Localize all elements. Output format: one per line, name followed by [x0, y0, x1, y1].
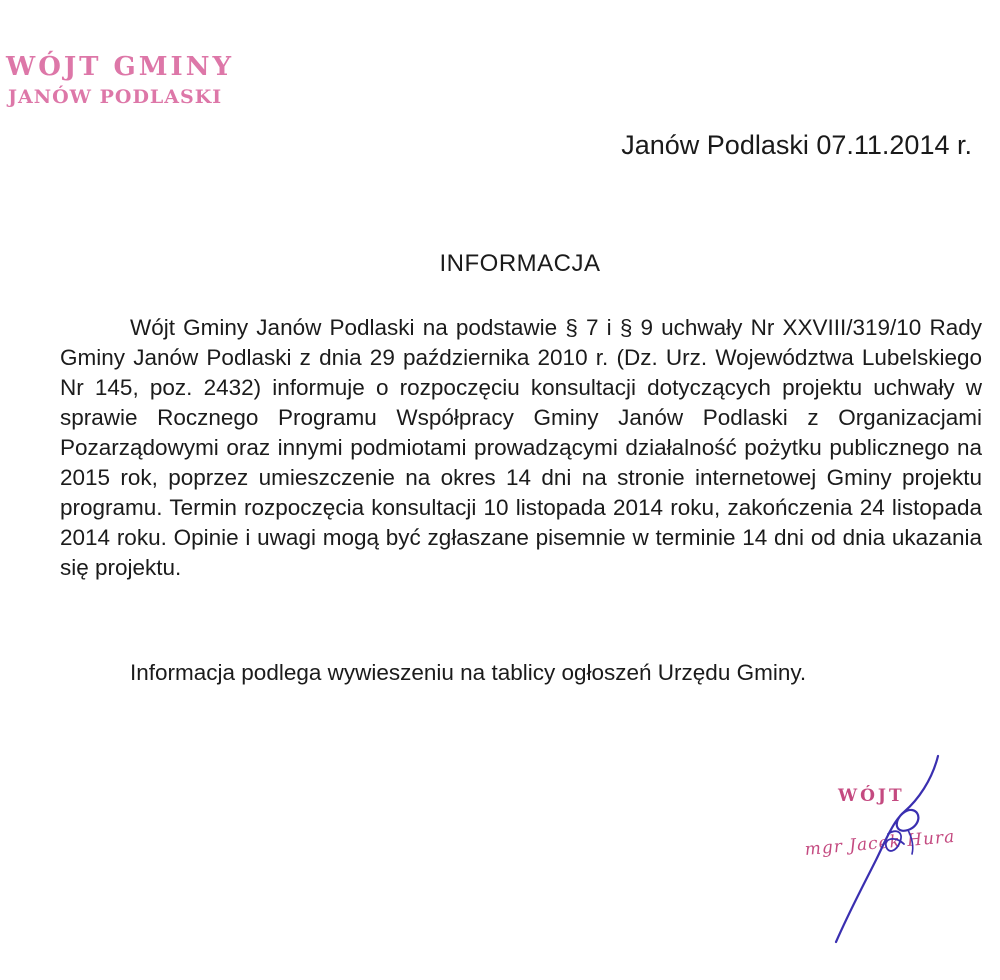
document-date: Janów Podlaski 07.11.2014 r. — [621, 130, 972, 160]
document-title: INFORMACJA — [439, 250, 601, 277]
document-body — [60, 313, 982, 583]
signature-stamp-title: WÓJT — [838, 786, 905, 806]
office-stamp — [6, 50, 266, 110]
stamp-line-2: JANÓW PODLASKI — [8, 86, 223, 108]
handwritten-signature — [800, 750, 990, 950]
closing-sentence: Informacja podlega wywieszeniu na tablicy ogłoszeń Urzędu Gminy. — [130, 660, 807, 685]
signature-stamp-name: mgr Jacek Hura — [804, 826, 956, 860]
body-paragraph: Wójt Gminy Janów Podlaski na podstawie § 7 i § 9 uchwały Nr XXVIII/319/10 Rady Gminy Janów Podlaski z dnia 29 października 2010 r. (Dz. Urz. Województwa Lubelskiego Nr 145, poz. 2432) informuje o rozpoczęciu konsultacji dotyczących projektu uchwały w sprawie Rocznego Programu Współpracy Gminy Janów Podlaski z Organizacjami Pozarządowymi oraz innymi podmiotami prowadzącymi działalność pożytku publicznego na 2015 rok, poprzez umieszczenie na okres 14 dni na stronie internetowej Gminy projektu programu. Termin rozpoczęcia konsultacji 10 listopada 2014 roku, zakończenia 24 listopada 2014 roku. Opinie i uwagi mogą być zgłaszane pisemnie w terminie 14 dni od dnia ukazania się projektu. — [60, 315, 982, 580]
stamp-line-1: WÓJT GMINY — [6, 52, 235, 82]
